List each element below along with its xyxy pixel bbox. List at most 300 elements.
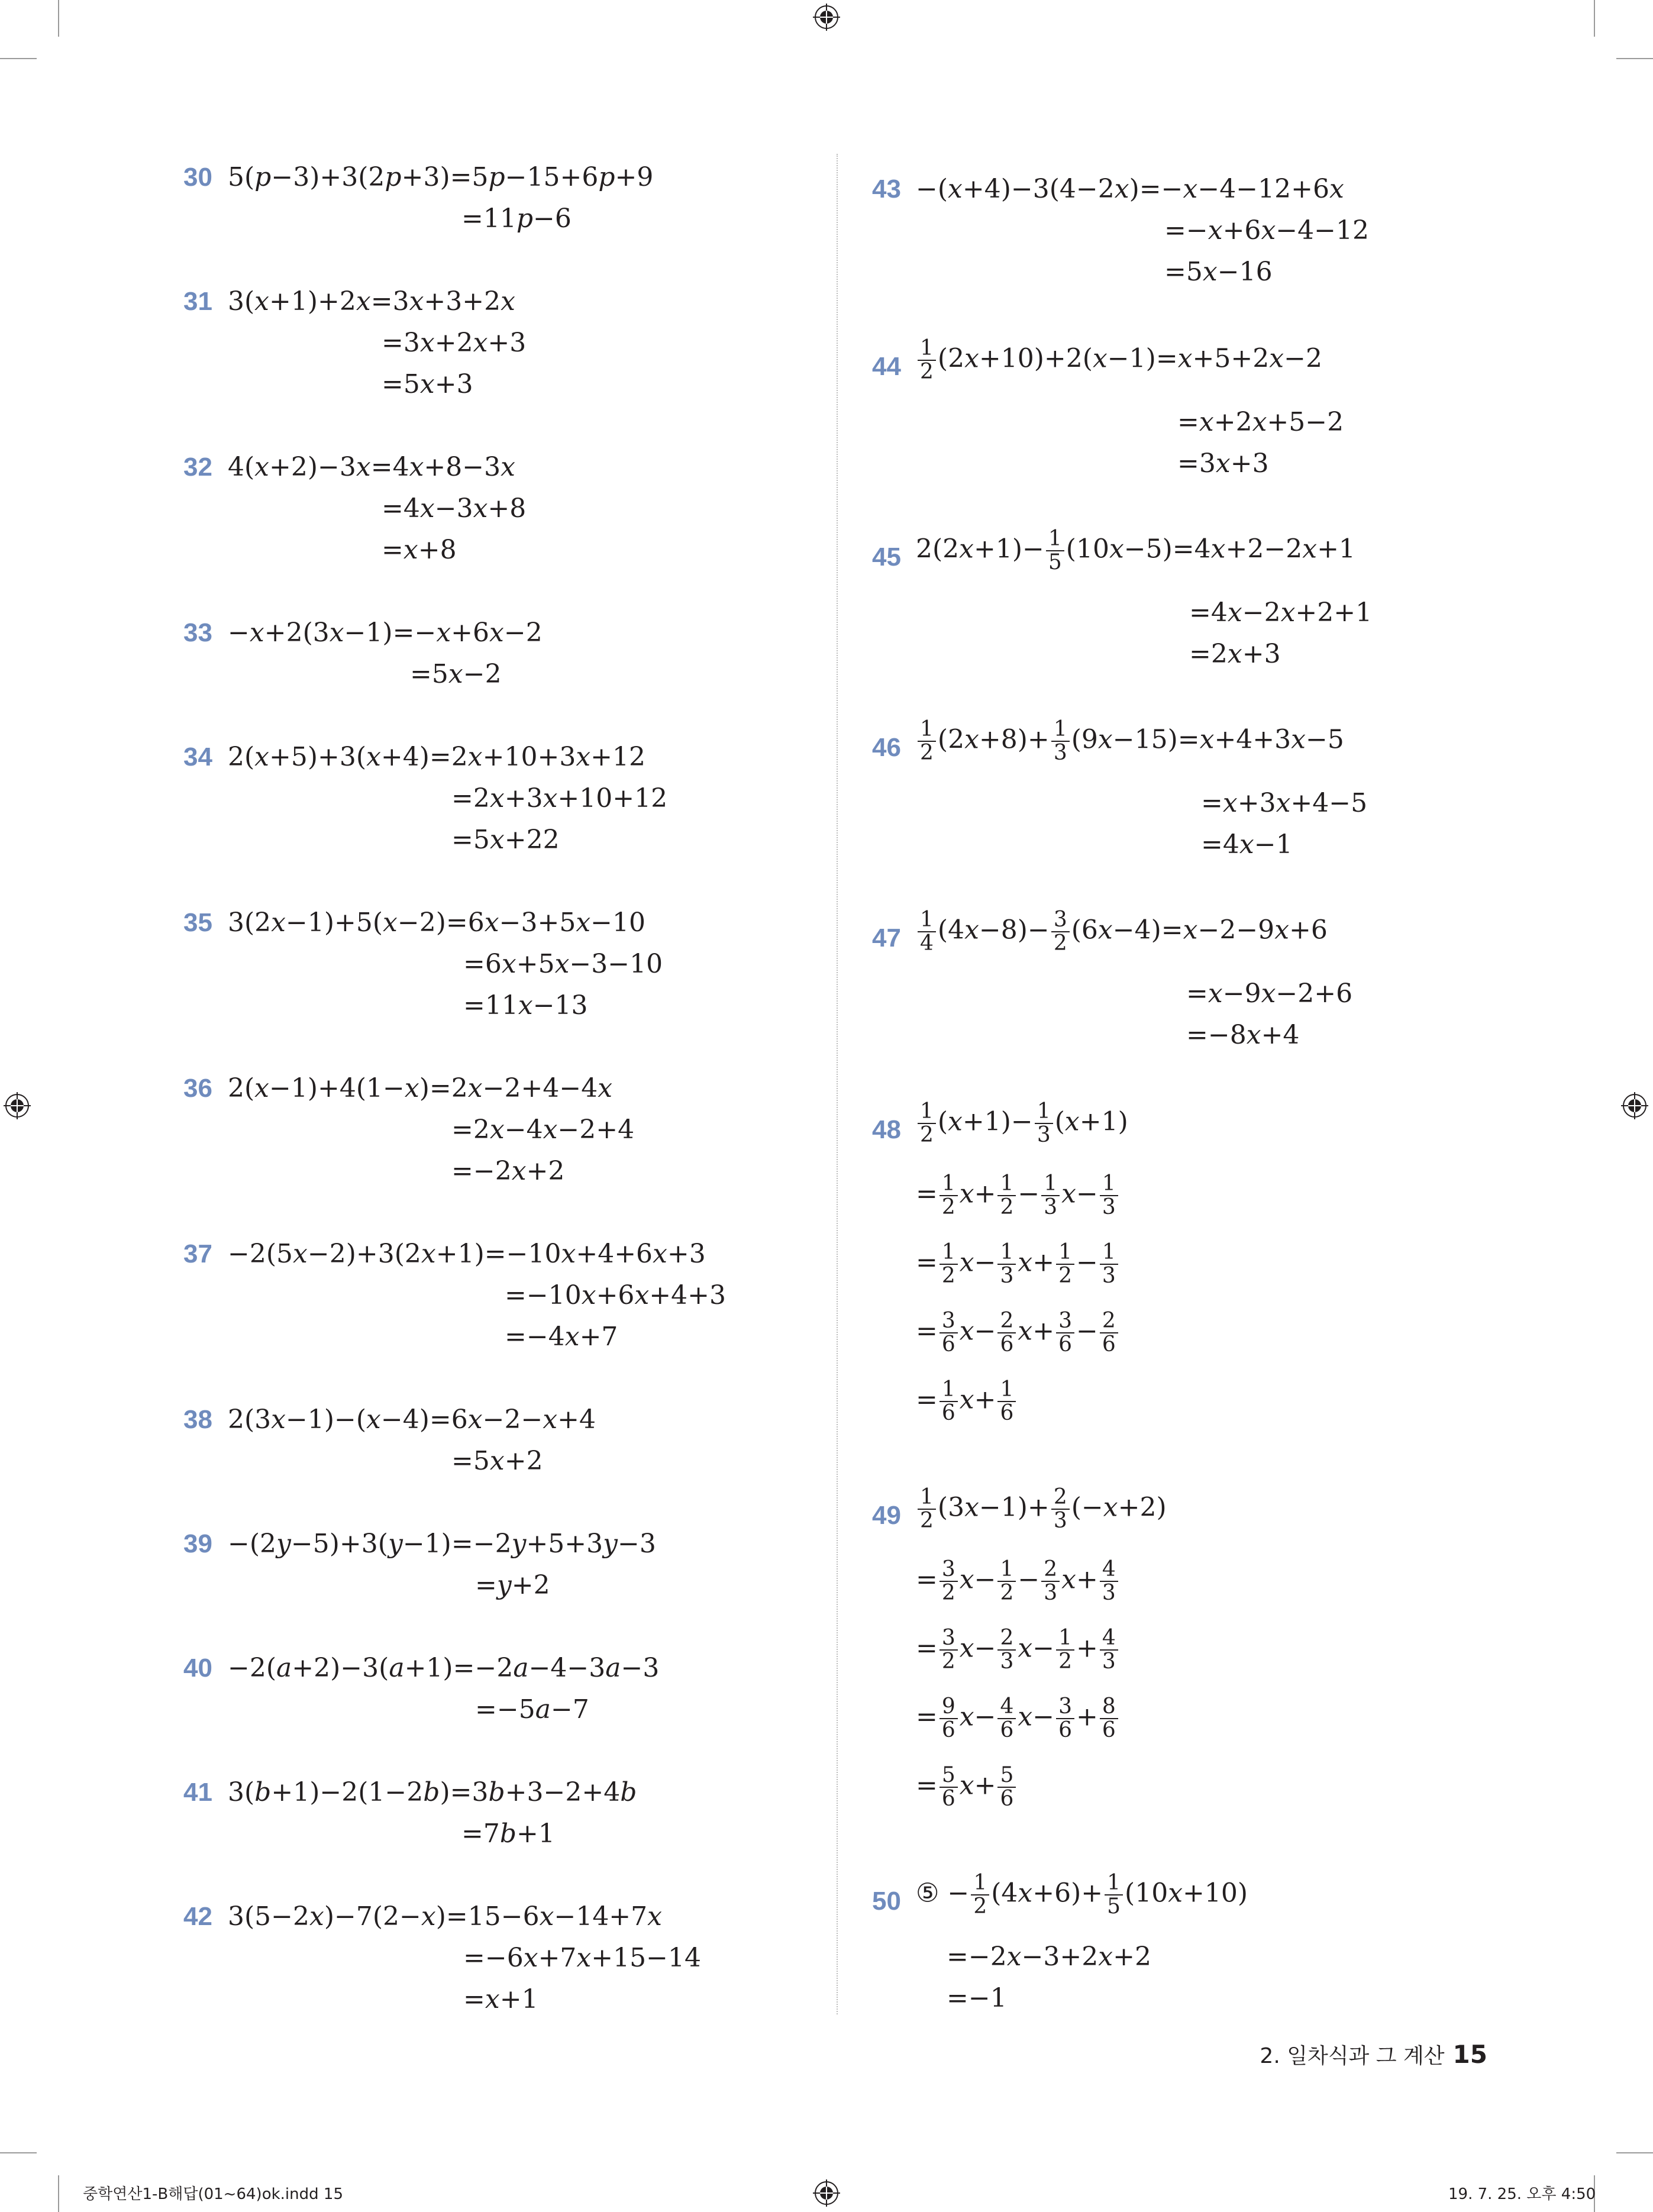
equation-line: 3(x+1)+2x=3x+3+2x [228,286,515,317]
variable: x [1114,174,1129,204]
variable: x [1208,979,1223,1009]
problem-number: 40 [183,1654,212,1683]
denominator: 3 [1035,1123,1053,1147]
variable: x [561,1239,576,1269]
fraction [1041,1558,1060,1604]
variable: x [489,1446,505,1476]
equation-line: =3x+2x+3 [382,328,527,358]
equation-line: =−2x+2 [451,1156,565,1186]
denominator: 2 [997,1195,1016,1219]
fraction [1046,528,1064,574]
variable: x [473,328,488,358]
equation-line: =2x+3x+10+12 [451,783,668,813]
numerator: 1 [1000,1557,1014,1581]
numerator: 4 [1102,1626,1116,1650]
variable: a [276,1653,292,1683]
equation-line: = $\frac{3}{2}$ x− $\frac{2}{3}$ x− $\frac{1}{2}$ + $\frac{4}{3}$ [916,1627,1120,1673]
variable: b [620,1777,637,1807]
variable: x [489,618,504,648]
variable: x [1097,724,1113,755]
fraction [940,1696,958,1742]
denominator: 2 [918,360,936,383]
variable: x [543,783,558,813]
fraction [997,1310,1016,1356]
variable: a [535,1694,551,1725]
slug-timestamp: 19. 7. 25. 오후 4:50 [1448,2185,1596,2203]
problem-number: 39 [183,1529,212,1558]
equation-line: = $\frac{3}{6}$ x− $\frac{2}{6}$ x+ $\frac{3}{6}$ − $\frac{2}{6}$ [916,1310,1120,1356]
variable: x [1103,1492,1118,1523]
numerator: 1 [920,336,934,360]
fraction [1056,1310,1074,1356]
numerator: 3 [941,1626,955,1650]
variable: x [959,1316,974,1346]
crop-mark [1594,0,1595,37]
fraction [1035,1100,1053,1147]
numerator: 1 [1000,1240,1014,1264]
variable: x [1261,979,1276,1009]
variable: x [959,1701,974,1732]
variable: x [1183,915,1198,945]
variable: x [1261,215,1276,246]
problem-number: 43 [872,175,901,204]
variable: x [964,343,979,374]
numerator: 1 [941,1240,955,1264]
variable: x [436,618,451,648]
problem-number: 34 [183,742,212,771]
variable: x [501,949,516,979]
fraction [1100,1696,1118,1742]
numerator: 1 [1037,1099,1051,1123]
variable: x [1239,829,1254,860]
numerator: 1 [941,1171,955,1196]
crop-mark [0,58,37,59]
denominator: 3 [997,1649,1016,1673]
denominator: 6 [940,1401,958,1425]
variable: x [634,1280,650,1310]
variable: x [383,908,398,938]
variable: x [1109,534,1124,564]
variable: b [254,1777,272,1807]
equation-line: =2x−4x−2+4 [451,1115,635,1145]
variable: x [1018,1633,1033,1664]
registration-mark-icon [1621,1092,1648,1119]
variable: x [539,1901,554,1932]
variable: x [1199,724,1215,755]
variable: p [488,162,505,192]
fraction [971,1872,989,1918]
fraction [1100,1241,1118,1287]
numerator: 1 [1058,1626,1072,1650]
variable: x [964,915,979,945]
denominator: 3 [1100,1581,1118,1604]
denominator: 3 [1051,1509,1070,1532]
variable: x [959,1178,974,1209]
variable: x [1210,534,1226,564]
variable: x [419,369,435,399]
numerator: 4 [1000,1694,1014,1719]
variable: x [421,1239,436,1269]
denominator: 2 [918,1123,936,1147]
problem-number: 46 [872,733,901,762]
variable: x [576,908,591,938]
numerator: 1 [920,1099,934,1123]
denominator: 6 [1100,1718,1118,1742]
equation-line: = $\frac{1}{2}$ x+ $\frac{1}{2}$ − $\frac{1}{3}$ x− $\frac{1}{3}$ [916,1173,1120,1219]
variable: x [419,493,435,524]
variable: x [271,1404,286,1435]
numerator: 3 [941,1309,955,1333]
variable: x [959,534,974,564]
variable: x [1302,534,1318,564]
fraction [1041,1173,1060,1219]
variable: x [1183,174,1198,204]
variable: x [1202,257,1218,287]
variable: a [389,1653,405,1683]
equation-line: 5(p−3)+3(2p+3)=5p−15+6p+9 [228,162,654,192]
denominator: 2 [918,741,936,764]
problem-number: 32 [183,453,212,482]
variable: p [516,204,534,234]
variable: x [964,724,979,755]
fraction [940,1173,958,1219]
variable: x [1274,915,1290,945]
variable: x [1061,1564,1076,1595]
variable: p [385,162,402,192]
equation-line: =x−9x−2+6 [1186,979,1353,1009]
problem-number: 45 [872,542,901,571]
variable: x [409,452,424,482]
crop-mark [58,0,59,37]
variable: x [1280,598,1296,628]
fraction [997,1696,1016,1742]
fraction [918,1100,936,1147]
numerator: 3 [1058,1694,1072,1719]
variable: y [511,1529,527,1559]
variable: x [403,535,418,565]
denominator: 6 [997,1401,1016,1425]
numerator: 1 [1058,1240,1072,1264]
denominator: 3 [997,1264,1016,1287]
equation-line: $\frac{1}{2}$ (2x+10)+2(x−1)=x+5+2x−2 [916,337,1322,383]
variable: x [598,1073,613,1103]
variable: x [484,908,499,938]
denominator: 4 [918,931,936,955]
fraction [940,1558,958,1604]
variable: x [1018,1247,1033,1278]
variable: x [1276,788,1291,818]
fraction [1051,718,1070,764]
numerator: 2 [1102,1309,1116,1333]
variable: y [276,1529,291,1559]
numerator: 1 [920,717,934,741]
equation-line: =4x−3x+8 [382,493,527,524]
numerator: 1 [1000,1377,1014,1402]
denominator: 2 [1051,931,1070,955]
equation-line: $\frac{1}{2}$ (3x−1)+ $\frac{2}{3}$ (−x+2) [916,1486,1167,1532]
numerator: 2 [1053,1485,1067,1509]
numerator: 1 [1044,1171,1058,1196]
numerator: 9 [941,1694,955,1719]
variable: x [293,1239,308,1269]
numerator: 5 [941,1763,955,1787]
variable: x [485,1984,500,2014]
problem-number: 37 [183,1239,212,1268]
page-footer [1260,2039,1487,2069]
variable: x [1246,1020,1261,1050]
equation-line: = $\frac{3}{2}$ x− $\frac{1}{2}$ − $\frac{2}{3}$ x+ $\frac{4}{3}$ [916,1558,1120,1604]
denominator: 6 [940,1332,958,1356]
variable: x [1199,407,1214,437]
variable: x [1227,598,1242,628]
variable: x [1329,174,1344,204]
fraction [940,1378,958,1425]
problem-number: 36 [183,1074,212,1103]
problem-number: 33 [183,618,212,647]
denominator: 3 [1100,1195,1118,1219]
equation-line: −2(5x−2)+3(2x+1)=−10x+4+6x+3 [228,1239,706,1269]
fraction [1051,909,1070,955]
registration-mark-icon [813,4,840,31]
equation-line: =−x+6x−4−12 [1164,215,1369,246]
variable: x [1018,1701,1033,1732]
denominator: 3 [1041,1195,1060,1219]
numerator: 3 [941,1557,955,1581]
variable: x [564,1322,580,1352]
equation-line: =−4x+7 [505,1322,618,1352]
variable: x [576,1943,592,1973]
variable: x [254,742,269,772]
denominator: 2 [940,1264,958,1287]
crop-mark [1616,2152,1653,2153]
problem-number: 48 [872,1115,901,1144]
fraction [997,1378,1016,1425]
fraction [1100,1173,1118,1219]
variable: x [249,618,264,648]
variable: x [581,1280,596,1310]
variable: x [1098,1942,1113,1972]
variable: x [511,1156,527,1186]
registration-mark-icon [813,2179,840,2207]
denominator: 2 [997,1581,1016,1604]
variable: x [1061,1178,1076,1209]
denominator: 2 [918,1509,936,1532]
fraction [940,1241,958,1287]
variable: x [271,908,286,938]
equation-line: = $\frac{5}{6}$ x+ $\frac{5}{6}$ [916,1764,1018,1810]
variable: b [488,1777,505,1807]
denominator: 5 [1046,550,1064,574]
denominator: 6 [997,1787,1016,1810]
problem-number: 38 [183,1405,212,1434]
equation-line: =5x−2 [410,659,502,689]
equation-line: = $\frac{9}{6}$ x− $\frac{4}{6}$ x− $\frac{3}{6}$ + $\frac{8}{6}$ [916,1696,1120,1742]
variable: x [959,1384,974,1415]
variable: x [576,742,591,772]
variable: x [1208,215,1223,246]
numerator: 1 [1102,1171,1116,1196]
variable: x [404,1073,419,1103]
equation-line: 3(5−2x)−7(2−x)=15−6x−14+7x [228,1901,662,1932]
problem-number: 44 [872,352,901,381]
variable: x [1215,448,1231,479]
equation-line: −(2y−5)+3(y−1)=−2y+5+3y−3 [228,1529,656,1559]
equation-line: =x+2x+5−2 [1177,407,1344,437]
fraction [1100,1627,1118,1673]
variable: x [1177,343,1193,374]
variable: x [1018,1878,1033,1909]
denominator: 2 [971,1894,989,1918]
equation-line: ⑤ − $\frac{1}{2}$ (4x+6)+ $\frac{1}{5}$ (10x+10) [916,1871,1248,1919]
fraction [918,1486,936,1532]
equation-line: =x+1 [463,1984,538,2014]
variable: y [496,1570,512,1600]
denominator: 6 [940,1787,958,1810]
variable: x [1291,724,1306,755]
numerator: 1 [1053,717,1067,741]
variable: x [1092,343,1108,374]
variable: x [489,1115,505,1145]
fraction [1056,1696,1074,1742]
equation-line: 4(x+2)−3x=4x+8−3x [228,452,515,482]
numerator: 8 [1102,1694,1116,1719]
variable: a [605,1653,621,1683]
variable: x [543,1115,558,1145]
equation-line: =6x+5x−3−10 [463,949,663,979]
variable: p [598,162,615,192]
variable: x [1222,788,1238,818]
variable: x [1064,1106,1080,1137]
numerator: 1 [941,1377,955,1402]
problem-number: 50 [872,1887,901,1916]
variable: x [653,1239,667,1269]
denominator: 2 [940,1195,958,1219]
fraction [918,909,936,955]
variable: x [254,286,269,317]
chapter-title: 2. 일차식과 그 계산 [1260,2044,1445,2068]
variable: x [964,1492,979,1523]
variable: x [518,990,533,1021]
variable: x [366,742,381,772]
variable: x [1227,639,1242,669]
variable: x [419,328,435,358]
variable: x [356,286,371,317]
crop-mark [58,2175,59,2212]
variable: x [473,493,488,524]
fraction [1056,1627,1074,1673]
denominator: 3 [1051,741,1070,764]
equation-line: =−5a−7 [475,1694,589,1725]
equation-line: =−8x+4 [1186,1020,1300,1050]
numerator: 3 [1053,908,1067,932]
variable: x [356,452,371,482]
denominator: 3 [1041,1581,1060,1604]
fraction [1100,1310,1118,1356]
denominator: 3 [1100,1649,1118,1673]
fraction [1100,1558,1118,1604]
equation-line: = $\frac{1}{2}$ x− $\frac{1}{3}$ x+ $\frac{1}{2}$ − $\frac{1}{3}$ [916,1241,1120,1287]
equation-line: =3x+3 [1177,448,1269,479]
problem-number: 31 [183,287,212,316]
variable: x [1018,1316,1033,1346]
equation-line: =5x−16 [1164,257,1273,287]
fraction [997,1558,1016,1604]
denominator: 2 [1056,1649,1074,1673]
problem-number: 30 [183,163,212,192]
numerator: 1 [1102,1240,1116,1264]
numerator: 5 [1000,1763,1014,1787]
variable: y [603,1529,618,1559]
slug-file: 중학연산1-B해답(01~64)ok.indd 15 [83,2185,343,2203]
variable: x [1252,407,1267,437]
numerator: 1 [920,908,934,932]
equation-line: =11p−6 [461,204,572,234]
equation-line: −(x+4)−3(4−2x)=−x−4−12+6x [916,174,1344,204]
fraction [918,337,936,383]
variable: x [467,1404,483,1435]
variable: x [489,783,505,813]
crop-mark [1616,58,1653,59]
equation-line: 2(x−1)+4(1−x)=2x−2+4−4x [228,1073,613,1103]
equation-line: =5x+22 [451,825,560,855]
numerator: 2 [1000,1626,1014,1650]
variable: x [329,618,344,648]
variable: x [554,949,570,979]
variable: x [467,1073,483,1103]
equation-line: =5x+3 [382,369,473,399]
denominator: 6 [1100,1332,1118,1356]
denominator: 2 [1056,1264,1074,1287]
equation-line: $\frac{1}{2}$ (2x+8)+ $\frac{1}{3}$ (9x−15)=x+4+3x−5 [916,718,1344,764]
variable: x [409,286,424,317]
variable: b [423,1777,440,1807]
fraction [997,1241,1016,1287]
variable: x [959,1247,974,1278]
equation-line: =5x+2 [451,1446,543,1476]
fraction [1051,1486,1070,1532]
fraction [997,1173,1016,1219]
fraction [1056,1241,1074,1287]
numerator: 3 [1058,1309,1072,1333]
variable: x [1097,915,1113,945]
equation-line: =4x−1 [1201,829,1293,860]
fraction [1105,1872,1123,1918]
denominator: 5 [1105,1894,1123,1918]
problem-number: 41 [183,1778,212,1807]
fraction [940,1627,958,1673]
variable: x [1006,1942,1022,1972]
denominator: 6 [1056,1332,1074,1356]
variable: x [467,742,483,772]
numerator: 1 [1048,527,1062,551]
denominator: 6 [997,1332,1016,1356]
numerator: 1 [1107,1871,1121,1895]
variable: b [499,1819,517,1849]
numerator: 1 [920,1485,934,1509]
equation-line: 3(b+1)−2(1−2b)=3b+3−2+4b [228,1777,637,1807]
variable: x [309,1901,324,1932]
equation-line: =2x+3 [1189,639,1281,669]
equation-line: $\frac{1}{4}$ (4x−8)− $\frac{3}{2}$ (6x−4)=x−2−9x+6 [916,909,1328,955]
variable: x [523,1943,538,1973]
variable: x [948,174,963,204]
variable: x [501,286,515,317]
variable: x [1269,343,1284,374]
problem-number: 35 [183,908,212,937]
problem-number: 49 [872,1501,901,1530]
equation-line: 2(x+5)+3(x+4)=2x+10+3x+12 [228,742,646,772]
crop-mark [0,2152,37,2153]
